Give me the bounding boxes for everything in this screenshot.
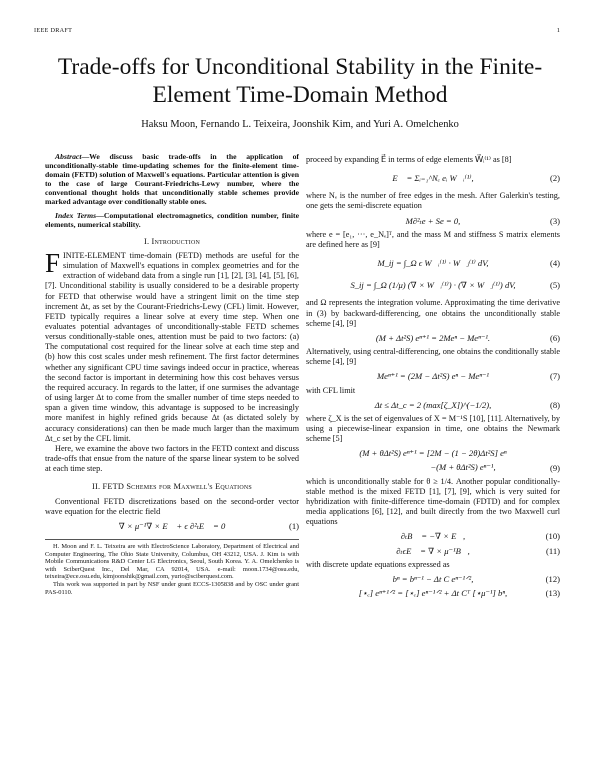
equation-12: bⁿ = bⁿ⁻¹ − Δt C eⁿ⁻¹ᐟ², (12)	[392, 573, 560, 584]
right-text-2: where Nₑ is the number of free edges in the mesh. After Galerkin's testing, one gets the semi-discrete equation	[306, 191, 560, 211]
footnote	[45, 539, 299, 596]
intro-text-1: INITE-ELEMENT time-domain (FETD) methods are useful for the simulation of Maxwell's equations in complex geometries and for the extraction of wideband data from a single run [1], [2], [3], [4], [5], [6], [7]. Unconditional stability is usually considered to be a desirable property for FETD that otherwise would have a stringent limit on the time step increment Δt, as set by the Courant-Friedrichs-Lewy (CFL) limit. However, FETD typically requires a linear solve at every time step. When one evaluates potential advantages of unconditionally-stable FETD schemes versus conditionally-stable ones, attention must be paid to two factors: (a) The computational cost required for the linear solve at each time step and (b) how this cost scales under mesh refinement. The first factor determines whether any significant CPU time savings indeed occur in practice, whereas the second factor is important in determining how this cost behaves versus the required accuracy. In regards to the latter, if one surmises the advantage of using larger Δt to come from the smaller number of time steps needed to span a given time window, this advantage is supposed to be increasingly more manifest in highly refined grids because Δt (as dictated solely by accuracy considerations) can then be made much larger than the maximum Δt_c set by the CFL limit.	[45, 250, 299, 443]
paper-title: Trade-offs for Unconditional Stability in the Finite-Element Time-Domain Method	[57, 54, 543, 108]
right-column	[306, 155, 560, 602]
fetd-paragraph: Conventional FETD discretizations based on the second-order vector wave equation for the electric field	[45, 496, 299, 516]
drop-cap: F	[45, 247, 61, 278]
right-text-6: with CFL limit	[306, 385, 356, 395]
equation-6: (M + Δt²S) eⁿ⁺¹ = 2Meⁿ − Meⁿ⁻¹. (6)	[375, 332, 560, 343]
footnote-funding: This work was supported in part by NSF under grant ECCS-1305838 and by OSC under grant PAS-0110.	[45, 580, 299, 596]
equation-11: ∂ₜϵE⃗ = ∇ × μ⁻¹B⃗, (11)	[396, 545, 560, 556]
equation-5: S_ij = ∫_Ω (1/μ) (∇ × W⃗ᵢ⁽¹⁾) · (∇ × W⃗ⱼ⁽¹⁾) dV, (5)	[350, 280, 560, 291]
section-heading-fetd: II. FETD Schemes for Maxwell's Equations	[92, 482, 252, 492]
author-list: Haksu Moon, Fernando L. Teixeira, Joonshik Kim, and Yuri A. Omelchenko	[141, 119, 459, 130]
equation-10: ∂ₜB⃗ = −∇ × E⃗, (10)	[400, 531, 560, 542]
right-text-9: with discrete update equations expressed as	[306, 559, 450, 569]
left-column	[45, 152, 299, 596]
equation-2: E⃗ = Σᵢ₌₁^Nₑ eᵢ W⃗ᵢ⁽¹⁾, (2)	[392, 173, 560, 184]
right-text-4: and Ω represents the integration volume. Approximating the time derivative in (3) by backward-differencing, one obtains the unconditionally stable scheme [4], [9]	[306, 298, 560, 328]
equation-9a: (M + θΔt²S) eⁿ⁺¹ = [2M − (1 − 2θ)Δt²S] eⁿ	[359, 448, 507, 459]
abstract-label: Abstract	[55, 152, 82, 161]
section-heading-intro: I. Introduction	[143, 236, 201, 246]
intro-paragraph-2: Here, we examine the above two factors in the FETD context and discuss trade-offs that ensue from the nature of the sparse linear system to be solved at each time step.	[45, 443, 299, 474]
right-text-1: proceed by expanding E⃗ in terms of edge elements W⃗ᵢ⁽¹⁾ as [8]	[306, 155, 512, 164]
index-terms-text: —Computational electromagnetics, condition number, finite elements, numerical stability.	[45, 210, 299, 229]
index-terms	[45, 211, 299, 229]
intro-paragraph-1	[45, 247, 299, 444]
page-number: 1	[556, 27, 560, 34]
equation-3: M∂²ₜe + Se = 0, (3)	[405, 215, 560, 226]
abstract-text: —We discuss basic trade-offs in the application of unconditionally-stable time-updating schemes for the finite-element time-domain (FETD) solution of Maxwell's equations. Particular attention is given to the case of large Courant-Friedrichs-Lewy number, where the conventional thought holds that unconditionally stable schemes provide marked advantage over conditionally stable ones.	[45, 152, 299, 207]
right-text-8: which is unconditionally stable for θ ≥ 1/4. Another popular conditionally-stable method is the mixed FETD [1], [7], [9], which is very suited for hybridization with finite-difference time-domain (FDTD) and for complex media applications [6], [12], and built directly from the two Maxwell curl equations	[306, 476, 560, 527]
right-text-3: where e = [e₁, ···, e_Nₑ]ᵀ, and the mass M and stiffness S matrix elements are defined here as [9]	[306, 229, 560, 249]
right-text-7: where ζ_X is the set of eigenvalues of X = M⁻¹S [10], [11]. Alternatively, by using a piecewise-linear expansion in time, one obtains the Newmark scheme [5]	[306, 413, 560, 444]
footnote-affiliations: H. Moon and F. L. Teixeira are with ElectroScience Laboratory, Department of Electrical and Computer Engineering, The Ohio State University, Columbus, OH 43212, USA. J. Kim is with Mobile Communications R&D Center LG Electronics, Seoul, South Korea. Y. A. Omelchenko is with SciberQuest Inc., Del Mar, CA 92014, USA. e-mail: moon.1734@osu.edu, teixeira@ece.osu.edu, kimjoonshik@gmail.com, yurio@sciberquest.com.	[45, 542, 299, 581]
equation-1: ∇ × μ⁻¹∇ × E⃗ + ϵ ∂²ₜE⃗ = 0 (1)	[118, 520, 299, 531]
abstract	[45, 152, 299, 207]
equation-13: [⋆ₑ] eⁿ⁺¹ᐟ² = [⋆ₑ] eⁿ⁻¹ᐟ² + Δt Cᵀ [⋆μ⁻¹] bⁿ, (13)	[358, 588, 560, 598]
equation-4: M_ij = ∫_Ω ϵ W⃗ᵢ⁽¹⁾ · W⃗ⱼ⁽¹⁾ dV, (4)	[377, 258, 560, 269]
equation-9b: −(M + θΔt²S) eⁿ⁻¹, (9)	[430, 462, 560, 473]
right-text-5: Alternatively, using central-differencing, one obtains the conditionally stable scheme [4], [9]	[306, 347, 560, 367]
equation-7: Meⁿ⁺¹ = (2M − Δt²S) eⁿ − Meⁿ⁻¹ (7)	[376, 371, 560, 382]
running-header: IEEE DRAFT	[34, 27, 73, 34]
index-terms-label: Index Terms	[55, 210, 97, 220]
equation-8: Δt ≤ Δt_c = 2 (max[ζ_X])^(−1/2), (8)	[374, 399, 560, 410]
